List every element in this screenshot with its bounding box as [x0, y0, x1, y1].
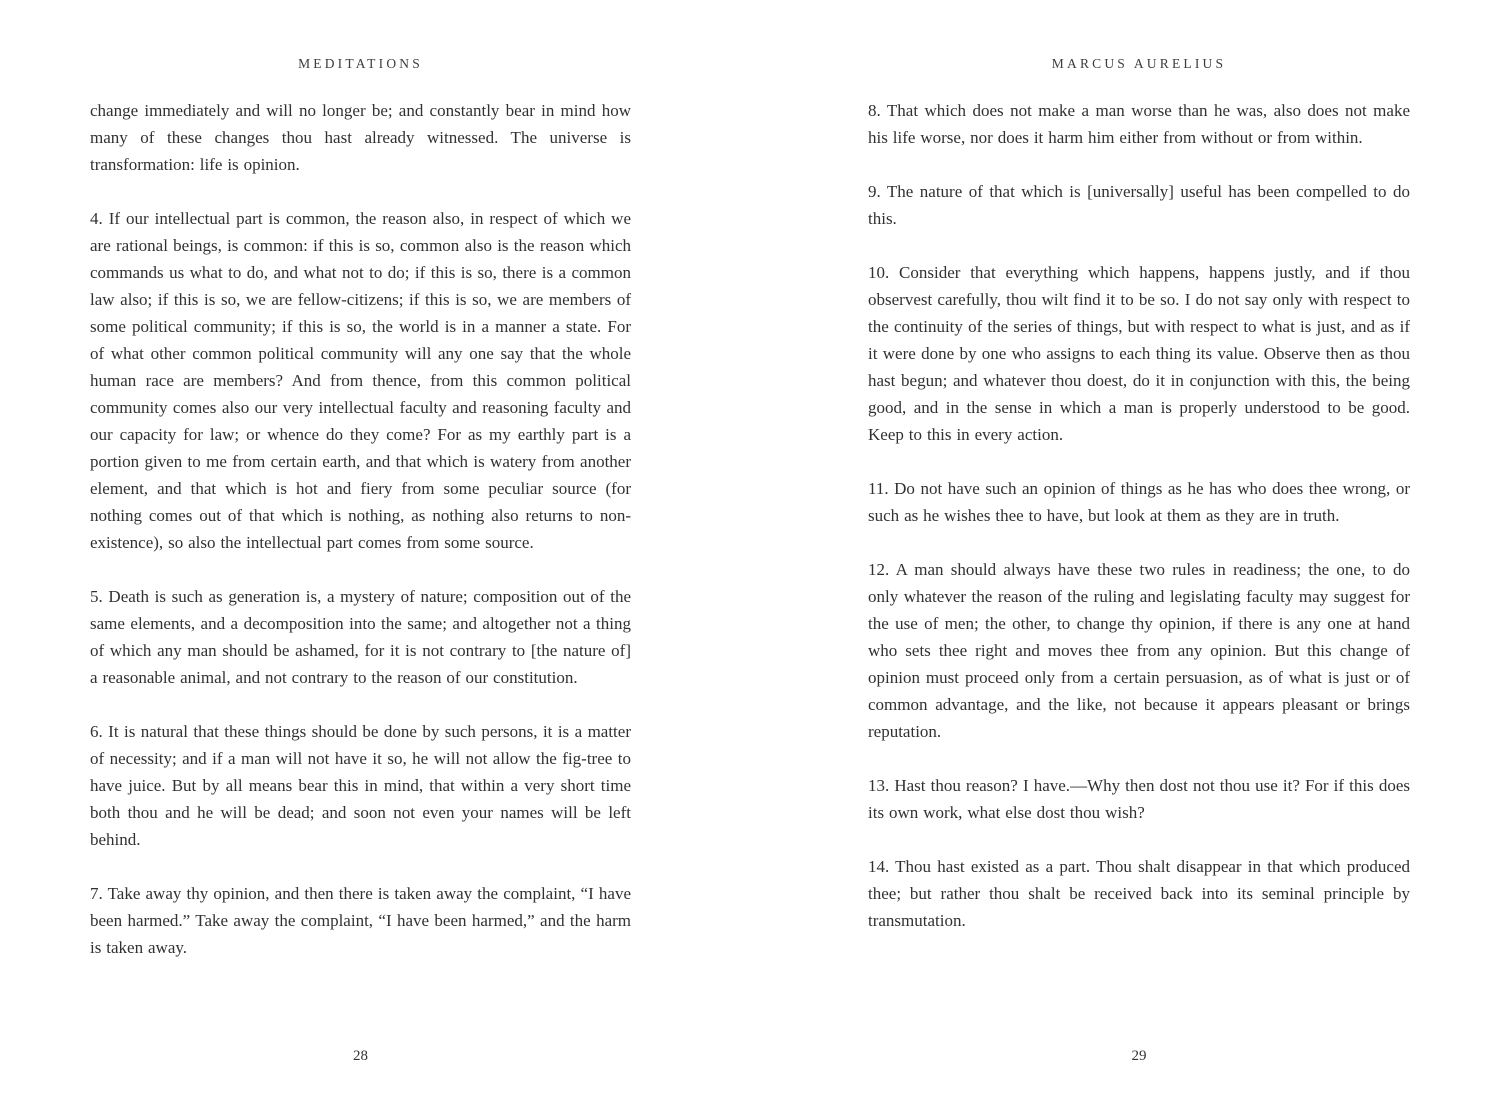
running-head-right: MARCUS AURELIUS — [1051, 56, 1227, 71]
page-body-right — [868, 97, 1410, 934]
paragraph: 8. That which does not make a man worse than he was, also does not make his life worse, nor does it harm him either from without or from within. — [868, 101, 1410, 147]
paragraph: 13. Hast thou reason? I have.—Why then dost not thou use it? For if this does its own work, what else dost thou wish? — [868, 776, 1410, 822]
paragraph: 14. Thou hast existed as a part. Thou shalt disappear in that which produced thee; but rather thou shalt be received back into its seminal principle by transmutation. — [868, 857, 1410, 930]
paragraph: 4. If our intellectual part is common, the reason also, in respect of which we are rational beings, is common: if this is so, common also is the reason which commands us what to do, and what not to do; if this is so, there is a common law also; if this is so, we are fellow-citizens; if this is so, we are members of some political community; if this is so, the world is in a manner a state. For of what other common political community will any one say that the whole human race are members? And from thence, from this common political community comes also our very intellectual faculty and reasoning faculty and our capacity for law; or whence do they come? For as my earthly part is a portion given to me from certain earth, and that which is watery from another element, and that which is hot and fiery from some peculiar source (for nothing comes out of that which is nothing, as nothing also returns to non-existence), so also the intellectual part comes from some source. — [90, 209, 631, 552]
paragraph: 10. Consider that everything which happens, happens justly, and if thou observest carefully, thou wilt find it to be so. I do not say only with respect to the continuity of the series of things, but with respect to what is just, and as if it were done by one who assigns to each thing its value. Observe then as thou hast begun; and whatever thou doest, do it in conjunction with this, the being good, and in the sense in which a man is properly understood to be good. Keep to this in every action. — [868, 263, 1410, 444]
running-head-left: MEDITATIONS — [298, 56, 423, 71]
paragraph: 11. Do not have such an opinion of things as he has who does thee wrong, or such as he wishes thee to have, but look at them as they are in truth. — [868, 479, 1410, 525]
left-page — [90, 0, 631, 1105]
paragraph: 7. Take away thy opinion, and then there is taken away the complaint, “I have been harmed.” Take away the complaint, “I have been harmed,” and the harm is taken away. — [90, 884, 631, 957]
right-page — [868, 0, 1410, 1105]
page-number-right: 29 — [1131, 1048, 1147, 1064]
page-number-left: 28 — [353, 1048, 368, 1064]
paragraph: 9. The nature of that which is [universally] useful has been compelled to do this. — [868, 182, 1410, 228]
paragraph: 6. It is natural that these things should be done by such persons, it is a matter of necessity; and if a man will not have it so, he will not allow the fig-tree to have juice. But by all means bear this in mind, that within a very short time both thou and he will be dead; and soon not even your names will be left behind. — [90, 722, 631, 849]
paragraph: change immediately and will no longer be; and constantly bear in mind how many of these changes thou hast already witnessed. The universe is transformation: life is opinion. — [90, 101, 631, 174]
paragraph: 12. A man should always have these two rules in readiness; the one, to do only whatever the reason of the ruling and legislating faculty may suggest for the use of men; the other, to change thy opinion, if there is any one at hand who sets thee right and moves thee from any opinion. But this change of opinion must proceed only from a certain persuasion, as of what is just or of common advantage, and the like, not because it appears pleasant or brings reputation. — [868, 560, 1410, 741]
paragraph: 5. Death is such as generation is, a mystery of nature; composition out of the same elements, and a decomposition into the same; and altogether not a thing of which any man should be ashamed, for it is not contrary to [the nature of] a reasonable animal, and not contrary to the reason of our constitution. — [90, 587, 631, 687]
page-body-left — [90, 97, 631, 961]
